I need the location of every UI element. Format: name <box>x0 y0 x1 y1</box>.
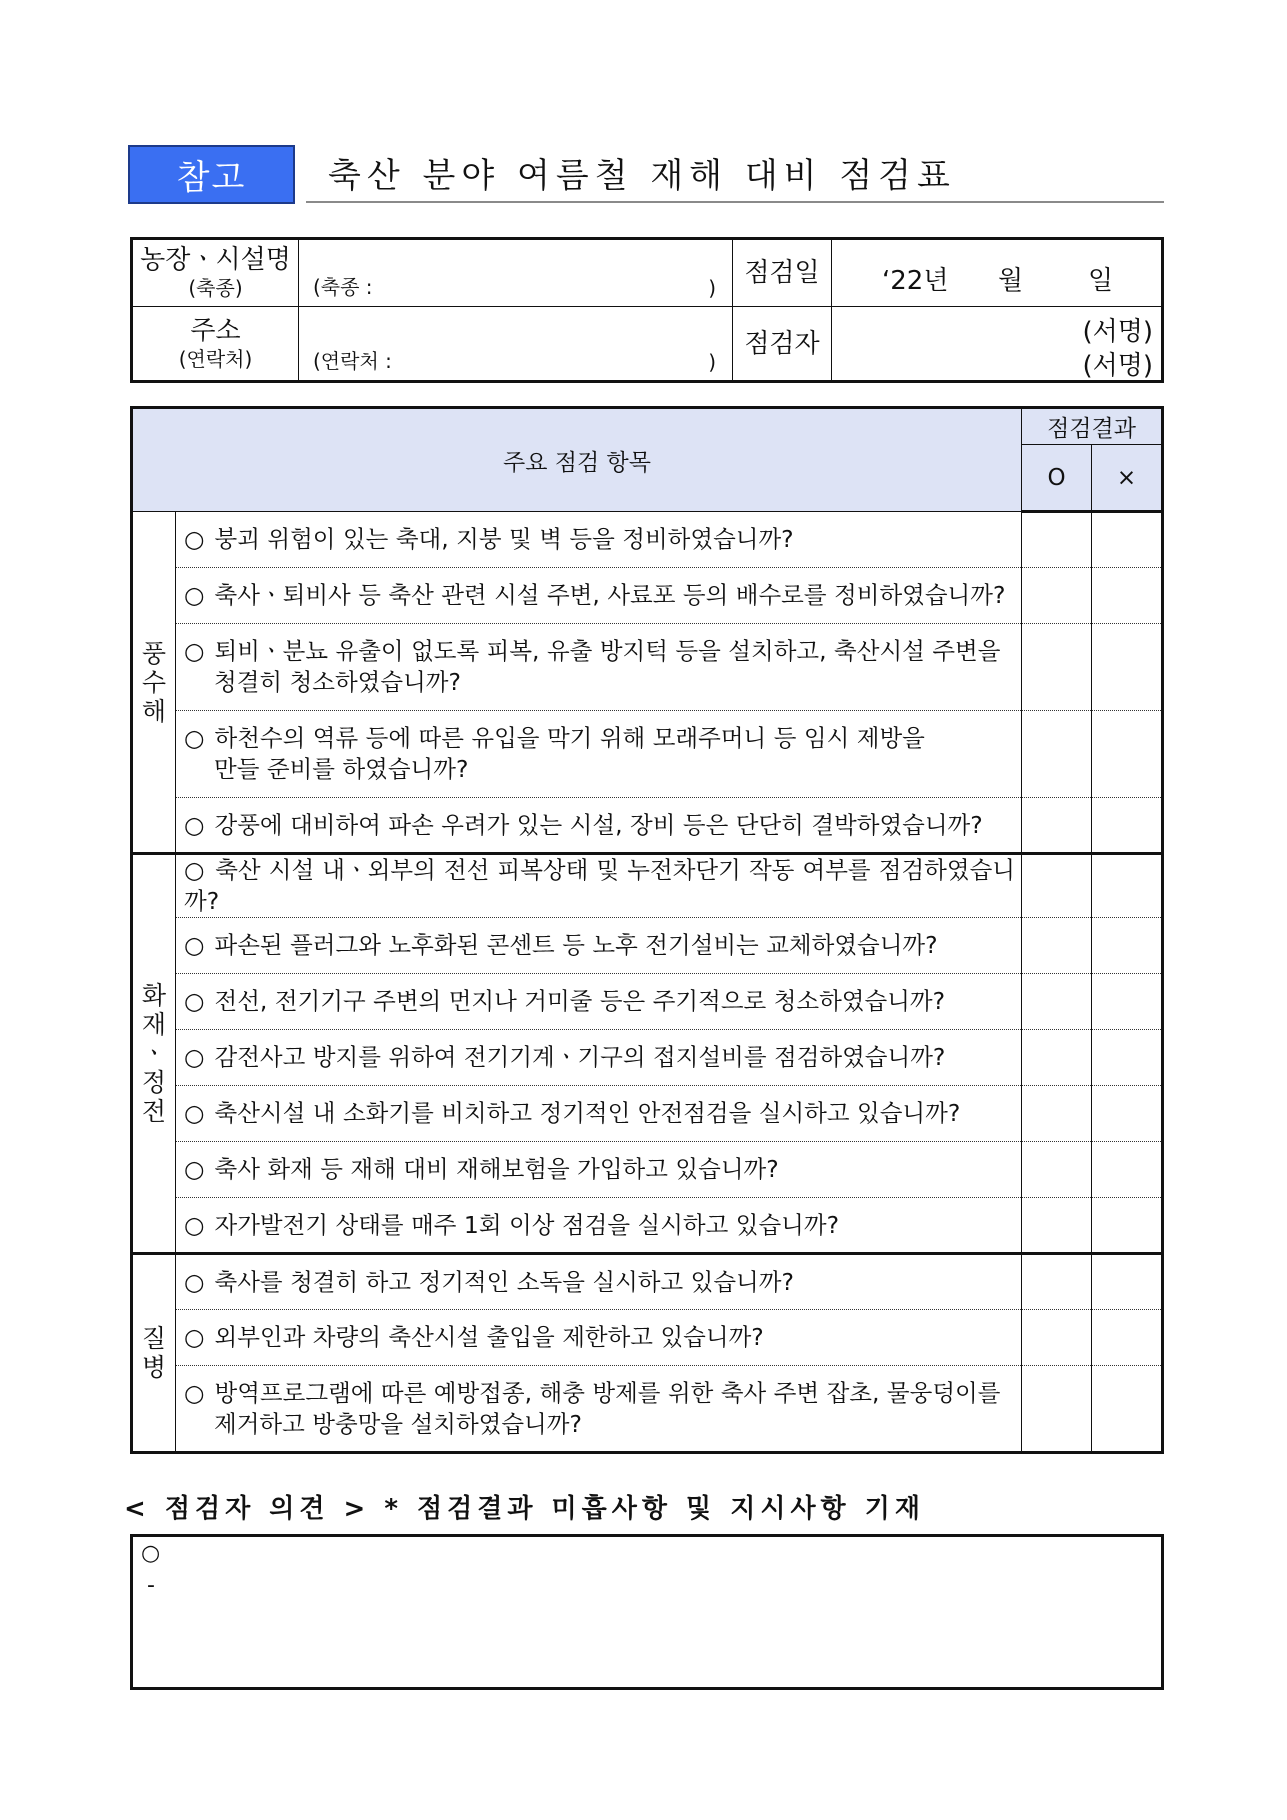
bullet-icon: ○ <box>184 987 205 1015</box>
table-row <box>132 711 1163 798</box>
title-underline <box>306 201 1164 203</box>
info-table <box>130 237 1164 383</box>
check-item-text: 축사ㆍ퇴비사 등 축산 관련 시설 주변, 사료포 등의 배수로를 정비하였습니까? <box>214 581 1006 609</box>
header-check-items: 주요 점검 항목 <box>132 408 1022 512</box>
bullet-icon: ○ <box>184 1323 205 1351</box>
category-label <box>132 1254 176 1453</box>
check-item-text: 감전사고 방지를 위하여 전기기계ㆍ기구의 접지설비를 점검하였습니까? <box>214 1043 946 1071</box>
result-x-cell[interactable] <box>1092 1030 1163 1086</box>
bullet-icon: ○ <box>184 1099 205 1127</box>
bullet-icon: ○ <box>184 637 205 665</box>
result-x-cell[interactable] <box>1092 854 1163 918</box>
result-x-cell[interactable] <box>1092 512 1163 568</box>
result-o-cell[interactable] <box>1022 1366 1092 1453</box>
check-item-text: 축산시설 내 소화기를 비치하고 정기적인 안전점검을 실시하고 있습니까? <box>214 1099 961 1127</box>
check-item <box>176 1310 1022 1366</box>
check-item-text: 제거하고 방충망을 설치하였습니까? <box>214 1409 582 1438</box>
opinion-box[interactable] <box>130 1534 1164 1690</box>
result-x-cell[interactable] <box>1092 568 1163 624</box>
result-o-cell[interactable] <box>1022 1030 1092 1086</box>
header-x: × <box>1092 445 1163 512</box>
result-x-cell[interactable] <box>1092 974 1163 1030</box>
category-char: 화 <box>141 981 167 1010</box>
date-month: 월 <box>998 266 1024 296</box>
address-label: 주소 <box>190 315 241 346</box>
result-o-cell[interactable] <box>1022 1310 1092 1366</box>
bullet-icon: ○ <box>184 1378 205 1407</box>
check-item-text: 축사를 청결히 하고 정기적인 소독을 실시하고 있습니까? <box>214 1267 794 1296</box>
result-o-cell[interactable] <box>1022 1142 1092 1198</box>
check-item <box>176 1254 1022 1310</box>
table-row <box>132 624 1163 711</box>
check-item <box>176 918 1022 974</box>
table-row <box>132 1142 1163 1198</box>
bullet-icon: ○ <box>184 856 206 884</box>
address-hint-close: ) <box>708 350 716 374</box>
table-row <box>132 512 1163 568</box>
category-char: 재 <box>141 1010 167 1039</box>
farm-sub-label: (축종) <box>188 276 243 300</box>
result-o-cell[interactable] <box>1022 854 1092 918</box>
address-hint: (연락처 : <box>313 349 392 373</box>
result-x-cell[interactable] <box>1092 624 1163 711</box>
check-item-text: 외부인과 차량의 축산시설 출입을 제한하고 있습니까? <box>214 1323 764 1351</box>
signature-2: (서명) <box>1082 351 1153 381</box>
check-item-text: 축산 시설 내ㆍ외부의 전선 피복상태 및 누전차단기 작동 여부를 점검하였습니까? <box>184 856 1015 915</box>
table-row <box>132 1030 1163 1086</box>
result-x-cell[interactable] <box>1092 1310 1163 1366</box>
check-item <box>176 711 1022 798</box>
opinion-dash: - <box>147 1573 155 1598</box>
result-o-cell[interactable] <box>1022 1086 1092 1142</box>
opinion-bullet: ○ <box>141 1541 161 1566</box>
category-label <box>132 512 176 854</box>
bullet-icon: ○ <box>184 931 205 959</box>
category-char: 정 <box>141 1068 167 1097</box>
check-item-text: 자가발전기 상태를 매주 1회 이상 점검을 실시하고 있습니까? <box>214 1210 840 1239</box>
check-item-text: 전선, 전기기구 주변의 먼지나 거미줄 등은 주기적으로 청소하였습니까? <box>214 987 946 1015</box>
result-x-cell[interactable] <box>1092 1198 1163 1254</box>
check-item <box>176 798 1022 854</box>
check-item-text: 퇴비ㆍ분뇨 유출이 없도록 피복, 유출 방지턱 등을 설치하고, 축산시설 주변을 <box>214 637 1001 665</box>
check-item-text: 방역프로그램에 따른 예방접종, 해충 방제를 위한 축사 주변 잡초, 물웅덩이를 <box>214 1378 1001 1407</box>
check-item-text: 붕괴 위험이 있는 축대, 지붕 및 벽 등을 정비하였습니까? <box>214 525 794 553</box>
category-char: 수 <box>141 667 167 697</box>
category-label <box>132 854 176 1254</box>
signature-1: (서명) <box>1082 317 1153 347</box>
bullet-icon: ○ <box>184 1043 205 1071</box>
table-row <box>132 1254 1163 1310</box>
category-char: 전 <box>141 1097 167 1126</box>
result-o-cell[interactable] <box>1022 512 1092 568</box>
result-o-cell[interactable] <box>1022 1254 1092 1310</box>
result-o-cell[interactable] <box>1022 918 1092 974</box>
result-x-cell[interactable] <box>1092 918 1163 974</box>
result-o-cell[interactable] <box>1022 798 1092 854</box>
result-o-cell[interactable] <box>1022 624 1092 711</box>
check-item <box>176 1198 1022 1254</box>
check-item-text: 강풍에 대비하여 파손 우려가 있는 시설, 장비 등은 단단히 결박하였습니까? <box>214 810 983 839</box>
bullet-icon: ○ <box>184 810 205 839</box>
result-x-cell[interactable] <box>1092 1086 1163 1142</box>
check-item <box>176 1030 1022 1086</box>
date-year: ‘22년 <box>882 266 949 296</box>
result-o-cell[interactable] <box>1022 568 1092 624</box>
table-row <box>132 568 1163 624</box>
result-x-cell[interactable] <box>1092 711 1163 798</box>
table-row <box>132 1366 1163 1453</box>
check-item <box>176 1366 1022 1453</box>
check-item-text: 만들 준비를 하였습니까? <box>214 755 469 783</box>
table-row <box>132 1198 1163 1254</box>
table-row <box>132 854 1163 918</box>
result-o-cell[interactable] <box>1022 711 1092 798</box>
check-item <box>176 974 1022 1030</box>
category-char: 병 <box>141 1353 167 1382</box>
table-row <box>132 798 1163 854</box>
page-title: 축산 분야 여름철 재해 대비 점검표 <box>328 156 956 196</box>
farm-hint: (축종 : <box>313 275 373 299</box>
check-item-text: 파손된 플러그와 노후화된 콘센트 등 노후 전기설비는 교체하였습니까? <box>214 931 938 959</box>
table-row <box>132 918 1163 974</box>
farm-label: 농장ㆍ시설명 <box>140 245 291 275</box>
farm-value-field[interactable] <box>299 239 733 307</box>
result-o-cell[interactable] <box>1022 974 1092 1030</box>
result-x-cell[interactable] <box>1092 1366 1163 1453</box>
check-item <box>176 1142 1022 1198</box>
check-item <box>176 1086 1022 1142</box>
table-row <box>132 1086 1163 1142</box>
check-item-text: 청결히 청소하였습니까? <box>214 668 461 696</box>
farm-label-cell <box>132 239 299 307</box>
category-char: 질 <box>141 1324 167 1353</box>
bullet-icon: ○ <box>184 1210 205 1239</box>
checklist-table <box>130 406 1164 1454</box>
address-sub-label: (연락처) <box>178 346 253 371</box>
inspector-signature-field[interactable] <box>832 307 1163 382</box>
table-row <box>132 1310 1163 1366</box>
result-x-cell[interactable] <box>1092 1142 1163 1198</box>
check-item <box>176 568 1022 624</box>
date-value-field[interactable] <box>832 239 1163 307</box>
check-item <box>176 854 1022 918</box>
address-value-field[interactable] <box>299 307 733 382</box>
inspector-label: 점검자 <box>733 307 832 382</box>
farm-hint-close: ) <box>708 276 716 300</box>
header-o: O <box>1022 445 1092 512</box>
date-day: 일 <box>1088 266 1114 296</box>
bullet-icon: ○ <box>184 581 205 609</box>
header-result: 점검결과 <box>1022 408 1163 445</box>
bullet-icon: ○ <box>184 1155 205 1183</box>
check-item-text: 하천수의 역류 등에 따른 유입을 막기 위해 모래주머니 등 임시 제방을 <box>214 724 925 752</box>
reference-badge: 참고 <box>128 145 295 204</box>
bullet-icon: ○ <box>184 1267 205 1296</box>
category-char: 해 <box>141 696 167 726</box>
check-item <box>176 624 1022 711</box>
result-x-cell[interactable] <box>1092 1254 1163 1310</box>
category-char: ㆍ <box>141 1039 167 1068</box>
check-item <box>176 512 1022 568</box>
result-o-cell[interactable] <box>1022 1198 1092 1254</box>
date-label: 점검일 <box>733 239 832 307</box>
table-row <box>132 974 1163 1030</box>
bullet-icon: ○ <box>184 724 205 752</box>
address-label-cell <box>132 307 299 382</box>
result-x-cell[interactable] <box>1092 798 1163 854</box>
opinion-heading: < 점검자 의견 > * 점검결과 미흡사항 및 지시사항 기재 <box>124 1494 925 1524</box>
check-item-text: 축사 화재 등 재해 대비 재해보험을 가입하고 있습니까? <box>214 1155 779 1183</box>
category-char: 풍 <box>141 638 167 668</box>
bullet-icon: ○ <box>184 525 205 553</box>
